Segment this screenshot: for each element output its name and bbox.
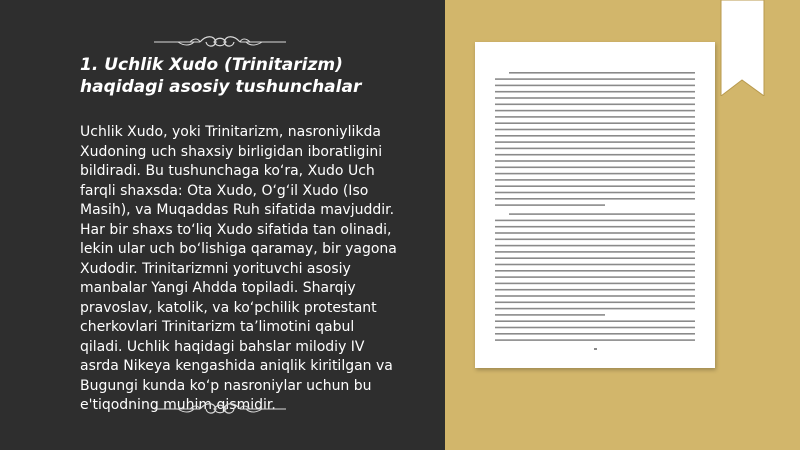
document-text-line xyxy=(495,251,695,253)
document-page-number xyxy=(594,348,597,350)
document-text-line xyxy=(495,289,695,291)
document-text-line xyxy=(495,91,695,93)
document-text-line xyxy=(495,270,695,272)
document-text-line xyxy=(495,245,695,247)
document-text-line xyxy=(509,213,695,215)
document-text-line xyxy=(495,154,695,156)
bookmark-card-icon xyxy=(720,0,765,96)
document-text-line xyxy=(495,232,695,234)
document-text-line xyxy=(495,333,695,335)
slide-body-text: Uchlik Xudo, yoki Trinitarizm, nasroniylikda Xudoning uch shaxsiy birligidan iboratligini bildiradi. Bu tushunchaga ko‘ra, Xudo Uch farqli shaxsda: Ota Xudo, O‘g‘il Xudo (Iso Masih), va Muqaddas Ruh sifatida mavjuddir. Har bir shaxs to‘liq Xudo sifatida tan olinadi, lekin ular uch bo‘lishiga qaramay, bir yagona Xudodir. Trinitarizmni yorituvchi asosiy manbalar Yangi Ahdda topiladi. Sharqiy pravoslav, katolik, va ko‘pchilik protestant cherkovlari Trinitarizm ta’limotini qabul qiladi. Uchlik haqidagi bahslar milodiy IV asrda Nikeya kengashida aniqlik kiritilgan va Bugungi kunda ko‘p nasroniylar uchun bu e'tiqodning muhim qismidir. xyxy=(80,124,397,413)
document-text-line xyxy=(495,135,695,137)
document-text-line xyxy=(495,204,605,206)
document-text-line xyxy=(495,192,695,194)
document-text-line xyxy=(495,226,695,228)
document-text-line xyxy=(495,116,695,118)
slide-title: 1. Uchlik Xudo (Trinitarizm) haqidagi asosiy tushunchalar xyxy=(80,55,362,97)
document-text-line xyxy=(495,264,695,266)
document-text-line xyxy=(495,173,695,175)
document-text-line xyxy=(495,160,695,162)
document-text-line xyxy=(495,185,695,187)
document-text-lines xyxy=(475,42,715,368)
document-text-line xyxy=(495,85,695,87)
document-text-line xyxy=(495,276,695,278)
document-text-line xyxy=(495,320,695,322)
document-text-line xyxy=(495,283,695,285)
document-text-line xyxy=(495,104,695,106)
document-text-line xyxy=(495,179,695,181)
document-text-line xyxy=(495,302,695,304)
document-text-line xyxy=(495,327,695,329)
document-text-line xyxy=(495,110,695,112)
document-text-line xyxy=(495,308,695,310)
document-text-line xyxy=(495,78,695,80)
document-text-line xyxy=(495,167,695,169)
document-text-line xyxy=(495,198,695,200)
flourish-divider-icon xyxy=(150,401,290,417)
document-text-line xyxy=(495,148,695,150)
document-text-line xyxy=(495,97,695,99)
document-text-line xyxy=(495,339,695,341)
document-text-line xyxy=(495,295,695,297)
document-text-line xyxy=(495,314,605,316)
flourish-divider-icon xyxy=(150,34,290,50)
document-text-line xyxy=(495,122,695,124)
document-text-line xyxy=(495,141,695,143)
document-text-line xyxy=(509,72,695,74)
document-text-line xyxy=(495,220,695,222)
document-text-line xyxy=(495,239,695,241)
document-text-line xyxy=(495,129,695,131)
document-page-image xyxy=(475,42,715,368)
document-text-line xyxy=(495,257,695,259)
